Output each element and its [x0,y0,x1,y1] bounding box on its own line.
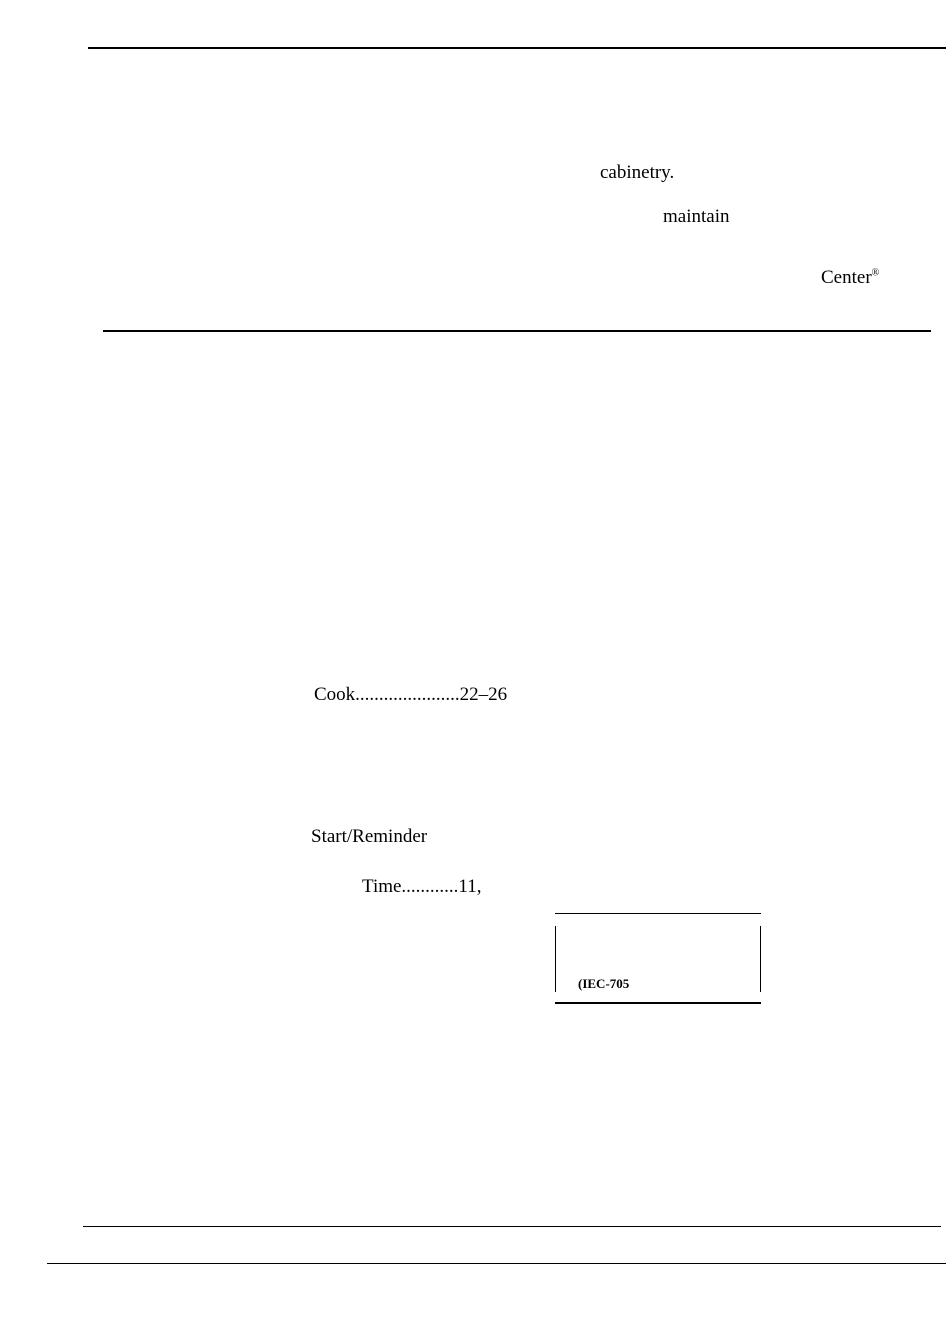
notice-box-left [555,926,556,992]
notice-box-right [760,926,761,992]
center-word: Center [821,267,872,288]
notice-box-text: (IEC-705 [578,976,630,991]
index-entry-time: Time............11, [362,876,482,897]
notice-box-top [555,913,761,914]
top-rule [88,47,946,49]
footer-rule-lower [47,1263,946,1264]
section-rule [103,330,931,332]
registered-mark: ® [871,267,880,279]
text-maintain: maintain [663,206,730,227]
text-cabinetry: cabinetry. [600,162,675,183]
index-entry-start-reminder: Start/Reminder [311,826,428,847]
index-entry-cook: Cook......................22–26 [314,684,508,705]
text-center [821,267,879,289]
footer-rule-upper [83,1226,941,1227]
notice-box-bottom [555,1002,761,1004]
